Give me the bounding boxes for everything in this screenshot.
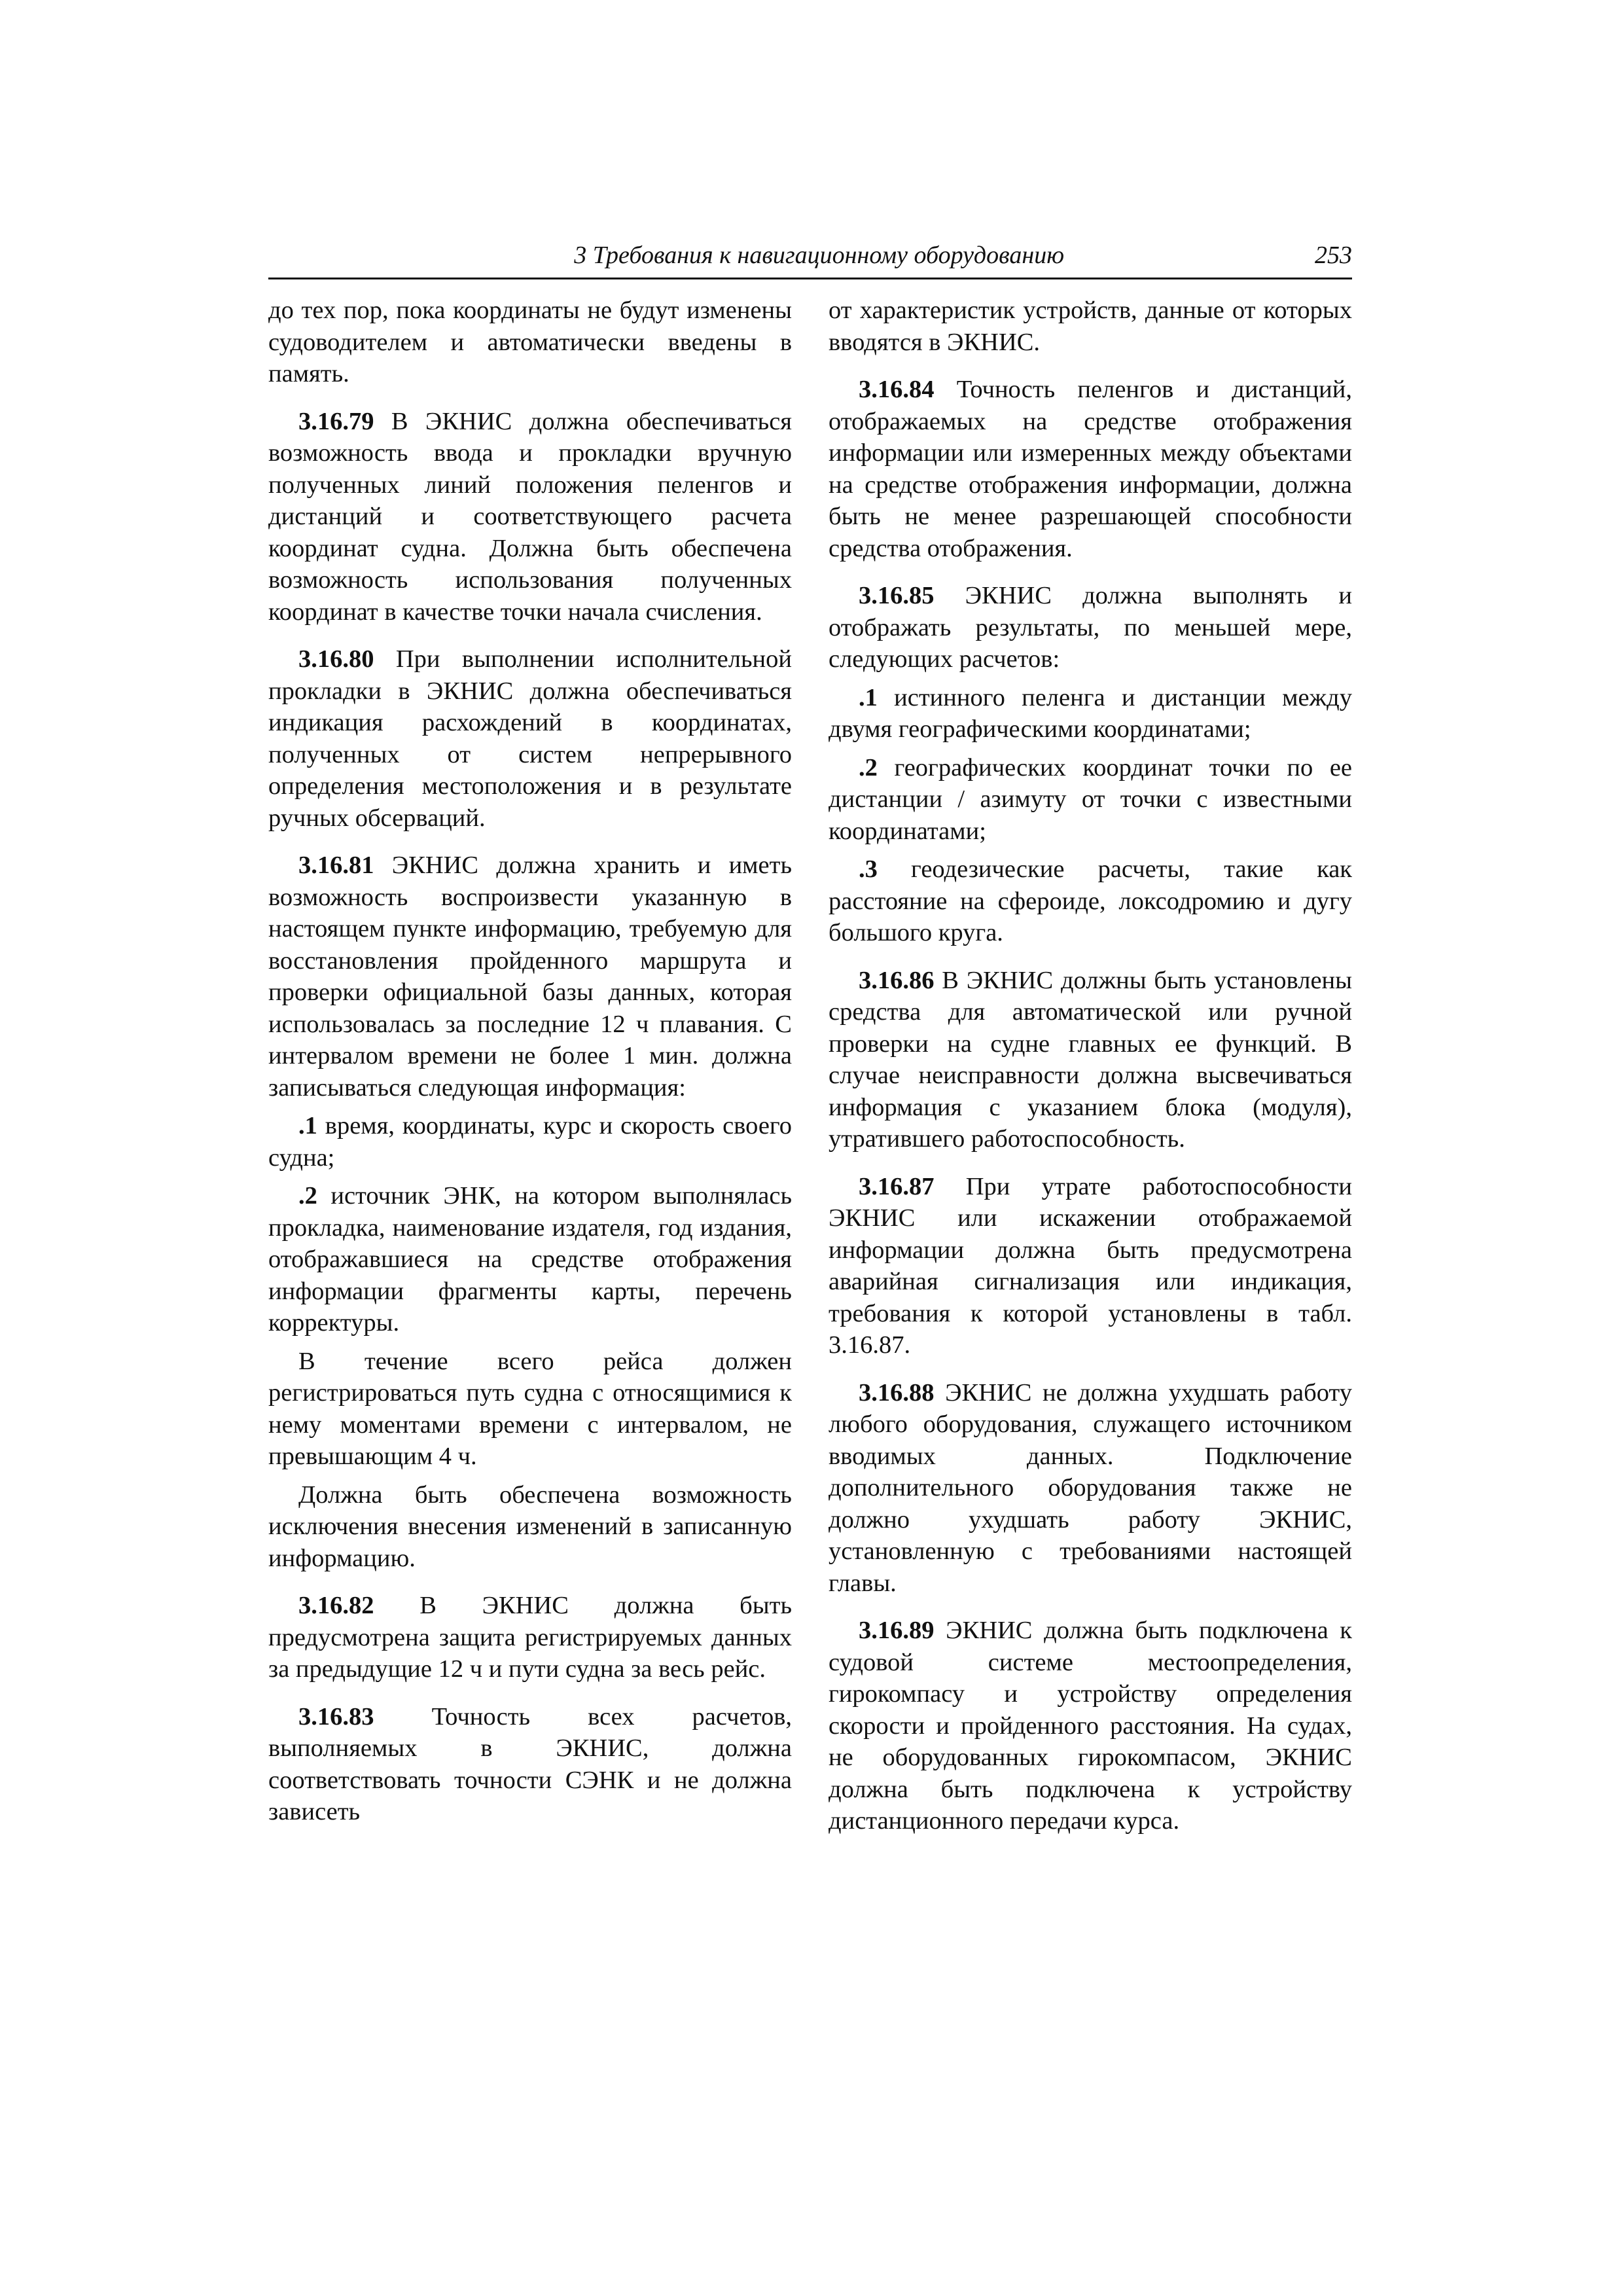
section-3-16-89 [829,1615,1352,1837]
paragraph: В течение всего рейса должен регистрироваться путь судна с относящимися к нему моментами времени с интервалом, не превышающим 4 ч. [268,1347,792,1470]
item-number: .2 [298,1182,317,1210]
section-text: Точность пеленгов и дистанций, отображаемых на средстве отображения информации или измеренных между объектами на средстве отображения информации, должна быть не менее разрешающей способности средства отображения. [829,376,1352,562]
section-3-16-86 [829,965,1352,1155]
page-number: 253 [1315,242,1352,269]
section-number: 3.16.81 [298,852,374,879]
section-number: 3.16.87 [859,1172,935,1200]
section-number: 3.16.85 [859,582,935,609]
section-text: В ЭКНИС должна обеспечиваться возможность ввода и прокладки вручную полученных линий положения пеленгов и дистанций и соответствующего расчета координат судна. Должна быть обеспечена возможность использования полученных координат в качестве точки начала счисления. [268,407,792,626]
paragraph-continued: до тех пор, пока координаты не будут изменены судоводителем и автоматически введены в память. [268,296,792,387]
list-item [829,853,1352,949]
section-3-16-85 [829,580,1352,675]
section-text: При утрате работоспособности ЭКНИС или искажении отображаемой информации должна быть предусмотрена аварийная сигнализация или индикация, требования к которой установлены в табл. 3.16.87. [829,1172,1353,1359]
left-column [268,295,792,1844]
list-item [268,1180,792,1339]
item-number: .3 [859,855,878,883]
paragraph-continued: от характеристик устройств, данные от которых вводятся в ЭКНИС. [829,296,1352,356]
section-3-16-84 [829,374,1352,564]
section-number: 3.16.83 [298,1702,374,1731]
section-3-16-83 [268,1701,792,1828]
paragraph: Должна быть обеспечена возможность исключения внесения изменений в записанную информацию. [268,1480,792,1572]
item-text: источник ЭНК, на котором выполнялась прокладка, наименование издателя, год издания, отображавшиеся на средстве отображения информации фрагменты карты, перечень корректуры. [268,1182,792,1336]
section-3-16-87 [829,1171,1352,1361]
chapter-title: 3 Требования к навигационному оборудованию [574,242,1064,269]
section-3-16-80 [268,643,792,834]
section-text: ЭКНИС должна хранить и иметь возможность воспроизвести указанную в настоящем пункте информацию, требуемую для восстановления пройденного маршрута и проверки официальной базы данных, которая использовалась за последние 12 ч плавания. С интервалом времени не более 1 мин. должна записываться следующая информация: [268,852,793,1102]
section-number: 3.16.89 [859,1617,935,1644]
list-item [829,682,1352,745]
item-number: .1 [298,1112,317,1139]
item-number: .2 [859,753,878,781]
section-text: ЭКНИС должна быть подключена к судовой системе местоопределения, гирокомпасу и устройству определения скорости и пройденного расстояния. На судах, не оборудованных гирокомпасом, ЭКНИС должна быть подключена к устройству дистанционного передачи курса. [829,1617,1352,1835]
list-item [268,1110,792,1174]
item-text: время, координаты, курс и скорость своего судна; [268,1112,792,1172]
section-3-16-79 [268,406,792,628]
section-number: 3.16.88 [859,1378,935,1407]
section-number: 3.16.86 [859,966,935,994]
section-text: В ЭКНИС должны быть установлены средства для автоматической или ручной проверки на судне главных ее функций. В случае неисправности должна высвечиваться информация с указанием блока (модуля), утратившего работоспособность. [829,966,1353,1153]
section-text: В ЭКНИС должна быть предусмотрена защита регистрируемых данных за предыдущие 12 ч и пути судна за весь рейс. [268,1592,793,1683]
running-header [268,238,1352,279]
section-3-16-88 [829,1377,1352,1600]
section-text: Точность всех расчетов, выполняемых в ЭКНИС, должна соответствовать точности СЭНК и не должна зависеть [268,1702,793,1825]
section-text: ЭКНИС должна выполнять и отображать результаты, по меньшей мере, следующих расчетов: [829,582,1352,673]
section-number: 3.16.82 [298,1592,374,1619]
section-text: При выполнении исполнительной прокладки в ЭКНИС должна обеспечиваться индикация расхождений в координатах, полученных от систем непрерывного определения местоположения и в результате ручных обсерваций. [268,645,792,832]
section-3-16-81 [268,850,792,1103]
section-number: 3.16.84 [859,376,935,403]
section-number: 3.16.79 [298,407,374,435]
item-number: .1 [859,683,878,711]
section-text: ЭКНИС не должна ухудшать работу любого оборудования, служащего источником вводимых данных. Подключение дополнительного оборудования также не должно ухудшать работу ЭКНИС, установленную с требованиями настоящей главы. [829,1378,1352,1597]
right-column [829,295,1352,1853]
item-text: истинного пеленга и дистанции между двумя географическими координатами; [829,683,1352,743]
list-item [829,752,1352,848]
section-number: 3.16.80 [298,645,374,673]
section-3-16-82 [268,1590,792,1685]
item-text: географических координат точки по ее дистанции / азимуту от точки с известными координатами; [829,753,1352,845]
item-text: геодезические расчеты, такие как расстояние на сфероиде, локсодромию и дугу большого круга. [829,855,1353,946]
